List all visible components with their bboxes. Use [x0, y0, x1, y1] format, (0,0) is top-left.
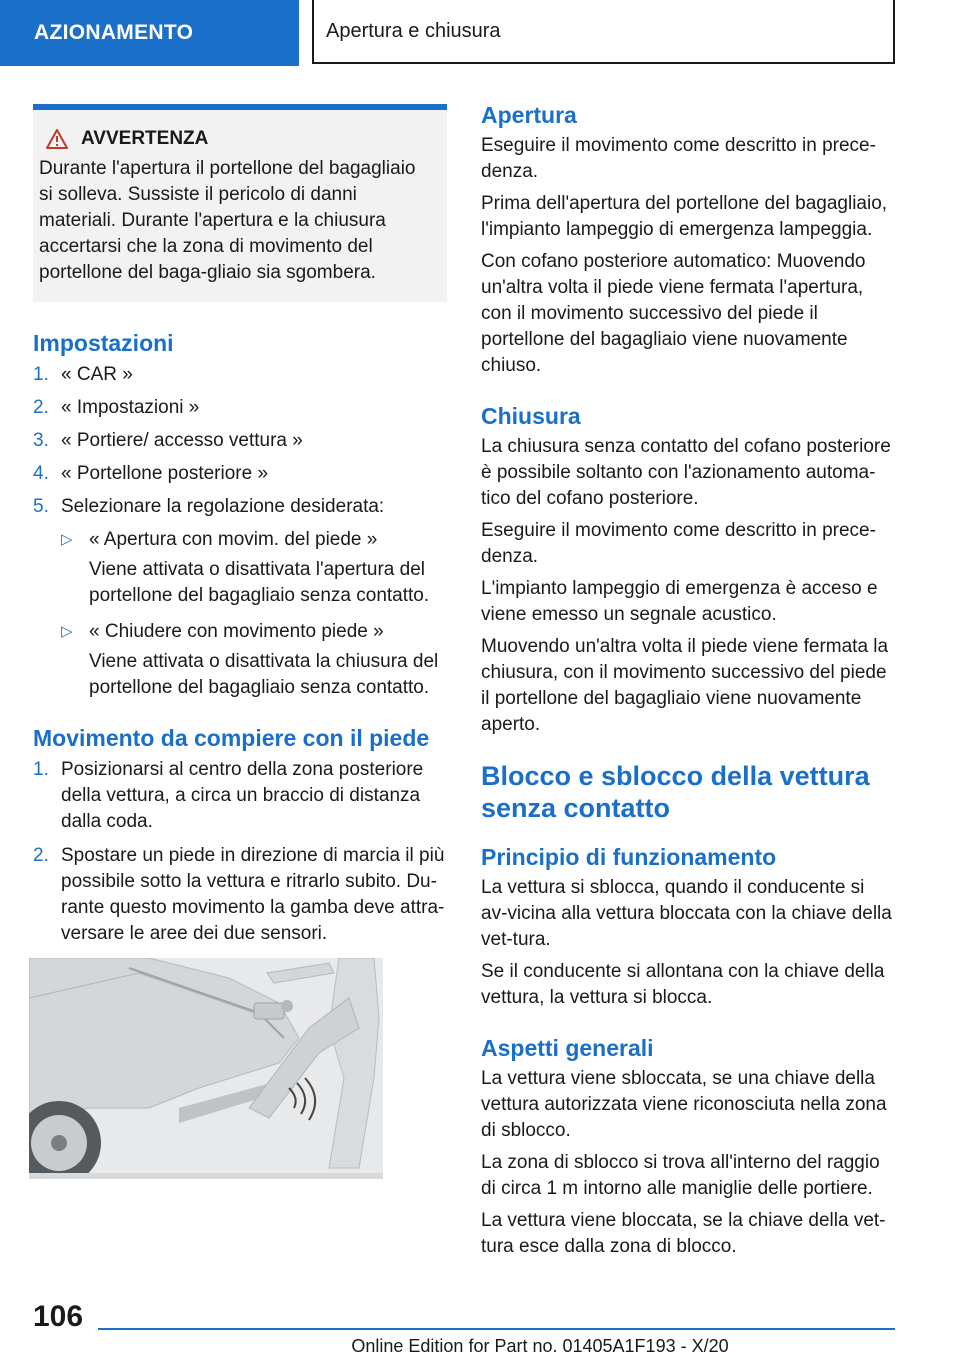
step-text: « Portiere/ accesso vettura »: [61, 430, 303, 451]
car-rear-foot-icon: [29, 958, 383, 1179]
list-item: [33, 757, 447, 835]
blocco-heading: Blocco e sblocco della vettura senza contatto: [481, 761, 870, 823]
apertura-heading: Apertura: [481, 102, 577, 128]
chiusura-heading: Chiusura: [481, 403, 581, 429]
paragraph: La zona di sblocco si trova all'interno del raggio di circa 1 m intorno alle maniglie delle portiere.: [481, 1152, 880, 1199]
impostazioni-heading: Impostazioni: [33, 330, 174, 356]
paragraph: L'impianto lampeggio di emergenza è acceso e viene emesso un segnale acustico.: [481, 578, 878, 625]
movimento-steps: [33, 757, 447, 947]
paragraph: Muovendo un'altra volta il piede viene fermata la chiusura, con il movimento successivo del piede il portellone del bagagliaio viene nuovamente aperto.: [481, 636, 889, 735]
paragraph: La vettura viene bloccata, se la chiave della vet-tura esce dalla zona di blocco.: [481, 1210, 886, 1257]
principio-heading: Principio di funzionamento: [481, 844, 777, 870]
option-description: Viene attivata o disattivata l'apertura del portellone del bagagliaio senza contatto.: [89, 559, 430, 606]
list-item: [33, 494, 447, 520]
section-title: AZIONAMENTO: [34, 21, 194, 44]
foot-gesture-illustration: [29, 958, 383, 1179]
triangle-bullet-icon: ▷: [61, 531, 73, 548]
step-number: 2.: [33, 397, 49, 418]
step-number: 1.: [33, 759, 49, 780]
step-text: « Impostazioni »: [61, 397, 200, 418]
step-number: 5.: [33, 496, 49, 517]
option-item: [61, 527, 447, 553]
paragraph: Eseguire il movimento come descritto in prece-denza.: [481, 135, 876, 182]
paragraph: Prima dell'apertura del portellone del bagagliaio, l'impianto lampeggio di emergenza lampeggia.: [481, 193, 888, 240]
impostazioni-steps: [33, 362, 447, 520]
step-number: 3.: [33, 430, 49, 451]
subsection-header: [312, 0, 895, 64]
step-text: Posizionarsi al centro della zona posteriore della vettura, a circa un braccio di distanza dalla coda.: [61, 759, 424, 832]
step-number: 1.: [33, 364, 49, 385]
paragraph: Eseguire il movimento come descritto in prece-denza.: [481, 520, 876, 567]
warning-text: Durante l'apertura il portellone del bagagliaio si solleva. Sussiste il pericolo di danni materiali. Durante l'apertura e la chiusura accertarsi che la zona di movimento del portellone del baga-gliaio sia sgombera.: [39, 158, 416, 283]
left-column: [33, 104, 447, 947]
movimento-heading: Movimento da compiere con il piede: [33, 725, 430, 751]
paragraph: La vettura viene sbloccata, se una chiave della vettura autorizzata viene riconosciuta nella zona di sblocco.: [481, 1068, 887, 1141]
page-number: 106: [33, 1300, 84, 1333]
step-number: 4.: [33, 463, 49, 484]
subsection-title: Apertura e chiusura: [326, 19, 501, 42]
warning-triangle-icon: [45, 128, 69, 150]
footer-divider: [98, 1328, 895, 1330]
section-tab: [0, 0, 299, 66]
paragraph: La vettura si sblocca, quando il conducente si av-vicina alla vettura bloccata con la chiave della vet-tura.: [481, 877, 892, 950]
paragraph: La chiusura senza contatto del cofano posteriore è possibile soltanto con l'azionamento automa-tico del cofano posteriore.: [481, 436, 891, 509]
footer-edition: Online Edition for Part no. 01405A1F193 - X/20: [351, 1336, 729, 1356]
option-label: « Apertura con movim. del piede »: [89, 529, 378, 550]
list-item: [33, 395, 447, 421]
step-text: Spostare un piede in direzione di marcia il più possibile sotto la vettura e ritrarlo subito. Du-rante questo movimento la gamba deve attra-versare le aree dei due sensori.: [61, 845, 445, 944]
paragraph: Con cofano posteriore automatico: Muovendo un'altra volta il piede viene fermata l'apertura, con il movimento successivo del piede il portellone del bagagliaio viene nuovamente chiuso.: [481, 251, 866, 376]
warning-heading: [45, 128, 433, 150]
triangle-bullet-icon: ▷: [61, 623, 73, 640]
step-text: « Portellone posteriore »: [61, 463, 269, 484]
option-item: [61, 619, 447, 645]
option-label: « Chiudere con movimento piede »: [89, 621, 384, 642]
list-item: [33, 843, 447, 947]
warning-title: AVVERTENZA: [81, 128, 209, 149]
list-item: [33, 362, 447, 388]
list-item: [33, 428, 447, 454]
step-text: Selezionare la regolazione desiderata:: [61, 496, 385, 517]
warning-box: [33, 104, 447, 302]
option-description: Viene attivata o disattivata la chiusura del portellone del bagagliaio senza contatto.: [89, 651, 439, 698]
right-column: [481, 100, 895, 1260]
list-item: [33, 461, 447, 487]
step-text: « CAR »: [61, 364, 133, 385]
aspetti-heading: Aspetti generali: [481, 1035, 654, 1061]
paragraph: Se il conducente si allontana con la chiave della vettura, la vettura si blocca.: [481, 961, 885, 1008]
step-number: 2.: [33, 845, 49, 866]
